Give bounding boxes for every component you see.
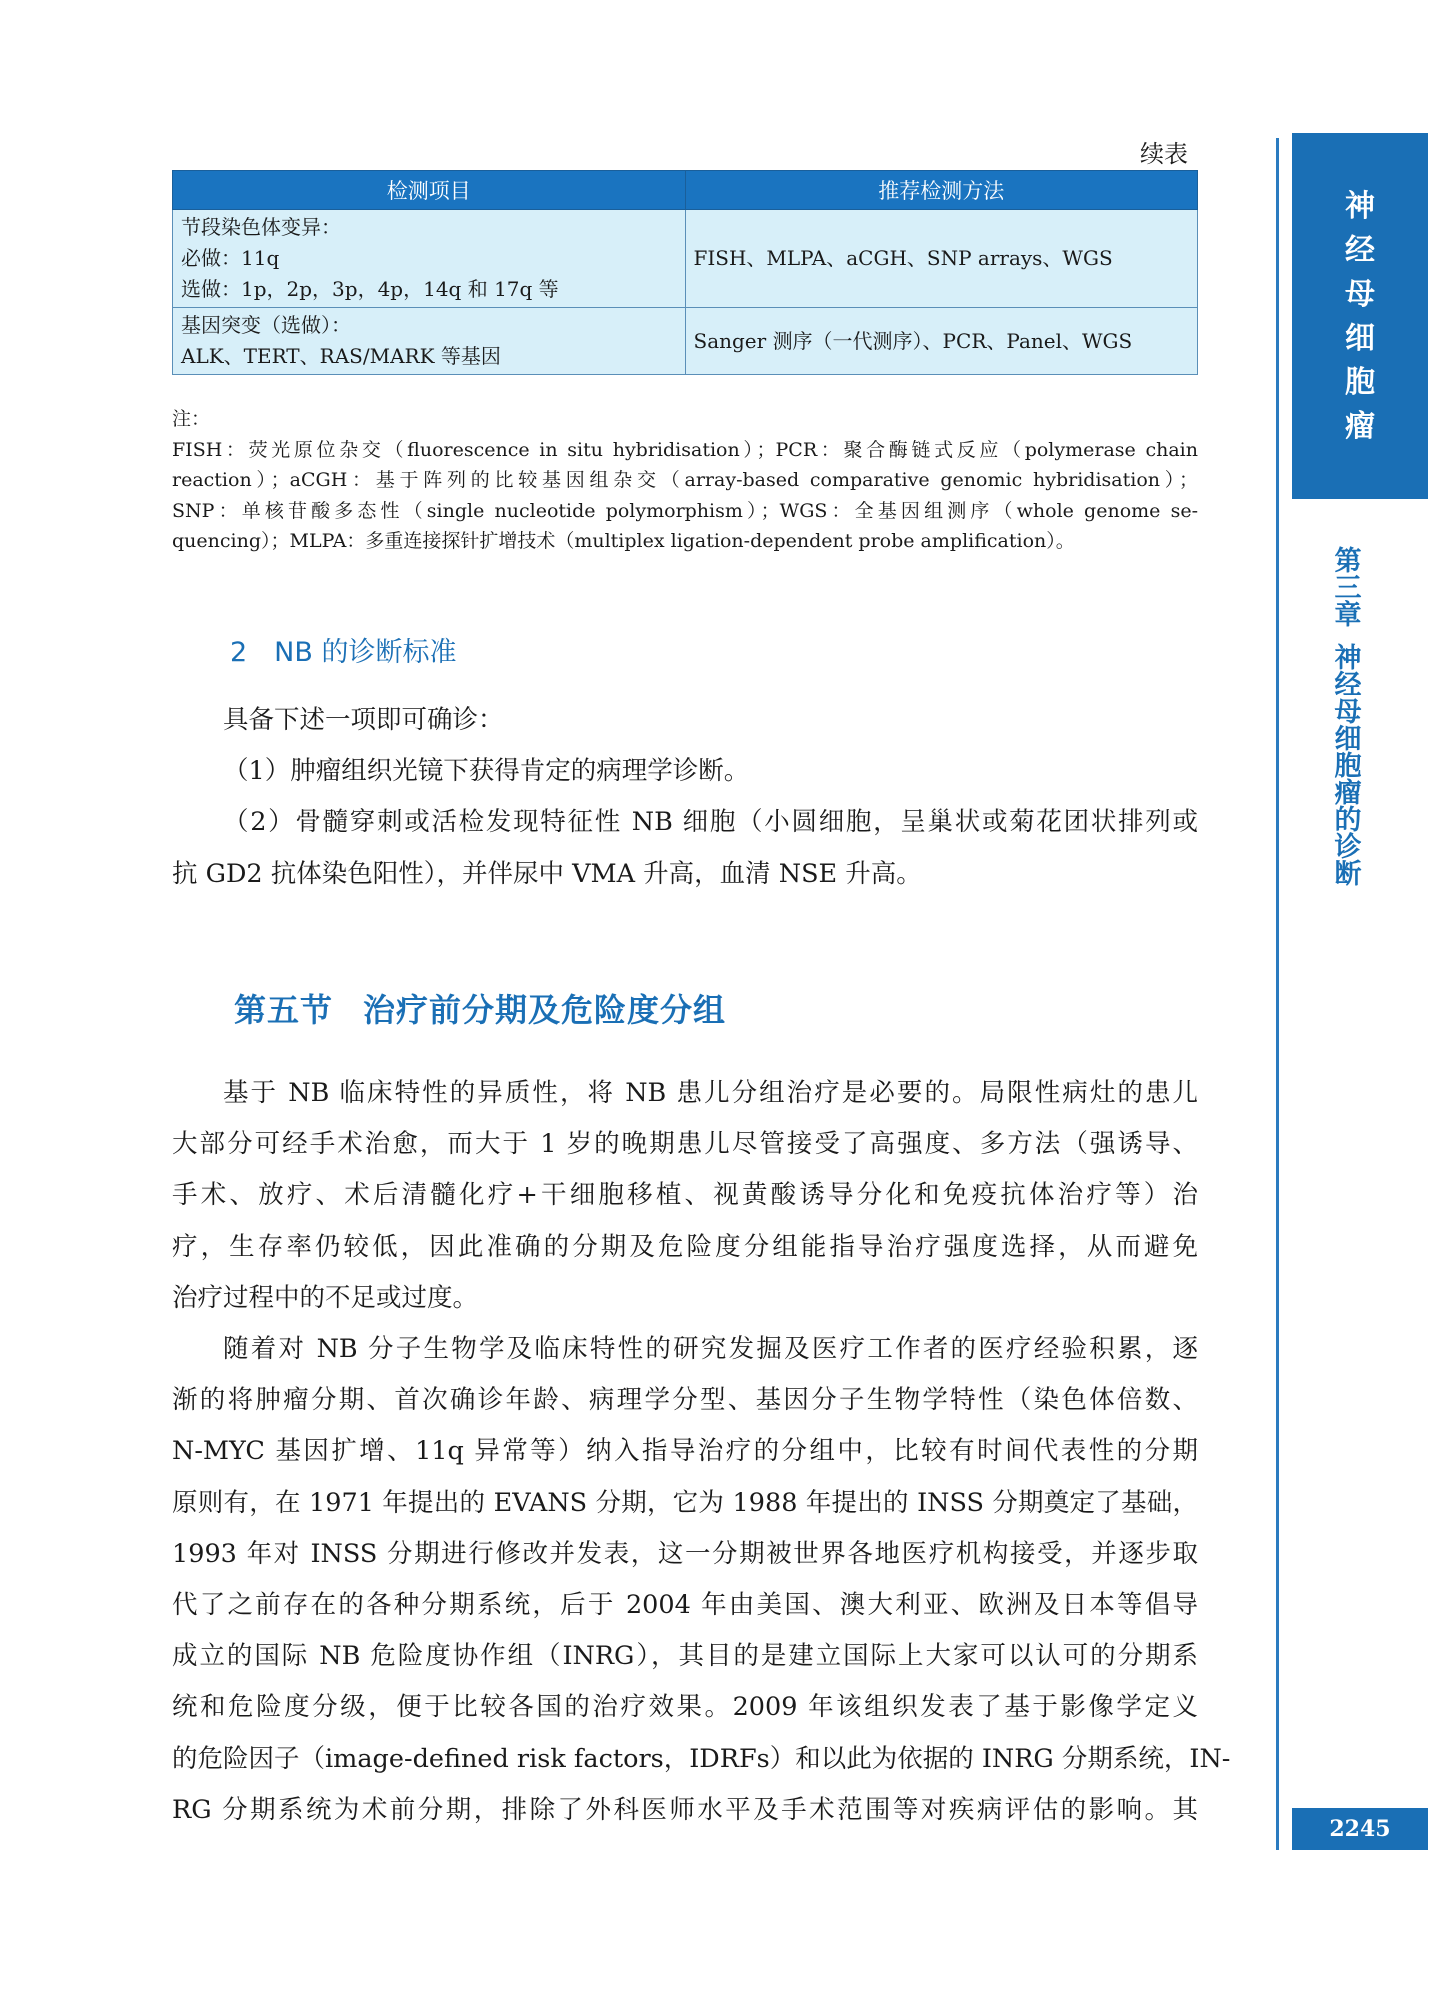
- chapter-char: 的: [1334, 805, 1362, 836]
- cell-line: 必做：11q: [181, 246, 280, 270]
- chapter-char: 母: [1334, 697, 1362, 728]
- chapter-char: 诊: [1334, 832, 1362, 863]
- chapter-char: 瘤: [1334, 778, 1362, 809]
- paragraph-line: 疗，生存率仍较低，因此准确的分期及危险度分组能指导治疗强度选择，从而避免: [172, 1231, 1198, 1262]
- paragraph-line: 手术、放疗、术后清髓化疗+干细胞移植、视黄酸诱导分化和免疫抗体治疗等）治: [172, 1180, 1198, 1211]
- sidebar-chapter-title: [1326, 548, 1370, 888]
- notes-line: FISH：荧光原位杂交（fluorescence in situ hybridisation）；PCR：聚合酶链式反应（polymerase chain: [172, 438, 1198, 461]
- table-cell-method: Sanger 测序（一代测序）、PCR、Panel、WGS: [685, 308, 1198, 375]
- table-row: [173, 308, 1198, 375]
- section-number: 第五节: [234, 991, 334, 1029]
- chapter-char: 第: [1334, 546, 1362, 577]
- tab-char: 细: [1345, 321, 1375, 356]
- paragraph-line: 的危险因子（image-defined risk factors，IDRFs）和以此为依据的 INRG 分期系统，IN-: [172, 1743, 1231, 1774]
- cell-line: 基因突变（选做）：: [181, 313, 351, 337]
- paragraph-line: 抗 GD2 抗体染色阳性），并伴尿中 VMA 升高，血清 NSE 升高。: [172, 858, 922, 889]
- diagnosis-paragraph: [172, 695, 1198, 900]
- section-heading-staging: [234, 985, 726, 1031]
- staging-paragraph-2: [172, 1324, 1231, 1836]
- table-row: [173, 210, 1198, 308]
- continued-label: 续表: [1140, 140, 1188, 168]
- sidebar-book-title: [1292, 185, 1428, 449]
- page-number: 2245: [1292, 1808, 1428, 1850]
- section-heading-diagnosis: 2 NB 的诊断标准: [230, 637, 457, 668]
- table-notes: [172, 404, 1198, 557]
- chapter-char: 胞: [1334, 751, 1362, 782]
- paragraph-line: 大部分可经手术治愈，而大于 1 岁的晚期患儿尽管接受了高强度、多方法（强诱导、: [172, 1129, 1198, 1160]
- chapter-char: 神: [1334, 643, 1362, 674]
- chapter-char: 细: [1334, 724, 1362, 755]
- tab-char: 神: [1345, 189, 1375, 224]
- paragraph-line: 渐的将肿瘤分期、首次确诊年龄、病理学分型、基因分子生物学特性（染色体倍数、: [172, 1385, 1198, 1416]
- chapter-char: 经: [1334, 670, 1362, 701]
- paragraph-line: 代了之前存在的各种分期系统，后于 2004 年由美国、澳大利亚、欧洲及日本等倡导: [172, 1590, 1198, 1621]
- paragraph-line: 治疗过程中的不足或过度。: [172, 1282, 479, 1313]
- paragraph-line: 成立的国际 NB 危险度协作组（INRG），其目的是建立国际上大家可以认可的分期系: [172, 1641, 1198, 1672]
- tab-char: 母: [1345, 277, 1375, 312]
- sidebar-rule: [1276, 138, 1279, 1850]
- header-method: 推荐检测方法: [685, 171, 1198, 210]
- notes-line: quencing）；MLPA：多重连接探针扩增技术（multiplex ligation-dependent probe amplification）。: [172, 530, 1075, 553]
- paragraph-line: （1）肿瘤组织光镜下获得肯定的病理学诊断。: [223, 756, 750, 787]
- cell-line: ALK、TERT、RAS/MARK 等基因: [181, 344, 501, 368]
- cell-line: 选做：1p，2p，3p，4p，14q 和 17q 等: [181, 277, 559, 301]
- paragraph-line: 统和危险度分级，便于比较各国的治疗效果。2009 年该组织发表了基于影像学定义: [172, 1692, 1198, 1723]
- paragraph-line: 基于 NB 临床特性的异质性，将 NB 患儿分组治疗是必要的。局限性病灶的患儿: [223, 1078, 1198, 1108]
- paragraph-line: 原则有，在 1971 年提出的 EVANS 分期，它为 1988 年提出的 INSS 分期奠定了基础，: [172, 1487, 1198, 1518]
- paragraph-line: N-MYC 基因扩增、11q 异常等）纳入指导治疗的分组中，比较有时间代表性的分期: [172, 1436, 1198, 1467]
- chapter-char: 章: [1334, 600, 1362, 631]
- paragraph-line: 1993 年对 INSS 分期进行修改并发表，这一分期被世界各地医疗机构接受，并逐步取: [172, 1538, 1198, 1569]
- tab-char: 瘤: [1345, 409, 1375, 444]
- table-cell-method: FISH、MLPA、aCGH、SNP arrays、WGS: [685, 210, 1198, 308]
- paragraph-line: （2）骨髓穿刺或活检发现特征性 NB 细胞（小圆细胞，呈巢状或菊花团状排列或: [223, 807, 1198, 838]
- detection-table: [172, 170, 1198, 375]
- chapter-char: 三: [1334, 573, 1362, 604]
- tab-char: 胞: [1345, 365, 1375, 400]
- notes-label: 注：: [172, 408, 211, 430]
- paragraph-line: 具备下述一项即可确诊：: [223, 705, 504, 735]
- paragraph-line: RG 分期系统为术前分期，排除了外科医师水平及手术范围等对疾病评估的影响。其: [172, 1794, 1198, 1825]
- paragraph-line: 随着对 NB 分子生物学及临床特性的研究发掘及医疗工作者的医疗经验积累，逐: [223, 1334, 1198, 1364]
- section-title: 治疗前分期及危险度分组: [363, 991, 727, 1029]
- table-cell-item: [173, 308, 686, 375]
- chapter-char: 断: [1334, 859, 1362, 890]
- tab-char: 经: [1345, 233, 1375, 268]
- notes-line: SNP：单核苷酸多态性（single nucleotide polymorphism）；WGS：全基因组测序（whole genome se-: [172, 499, 1198, 522]
- table-header-row: [173, 171, 1198, 210]
- staging-paragraph-1: [172, 1068, 1198, 1324]
- notes-line: reaction）；aCGH：基于阵列的比较基因组杂交（array-based comparative genomic hybridisation）；: [172, 469, 1198, 492]
- table-cell-item: [173, 210, 686, 308]
- header-item: 检测项目: [173, 171, 686, 210]
- sidebar-title-tab: [1292, 133, 1428, 499]
- cell-line: 节段染色体变异：: [181, 215, 341, 239]
